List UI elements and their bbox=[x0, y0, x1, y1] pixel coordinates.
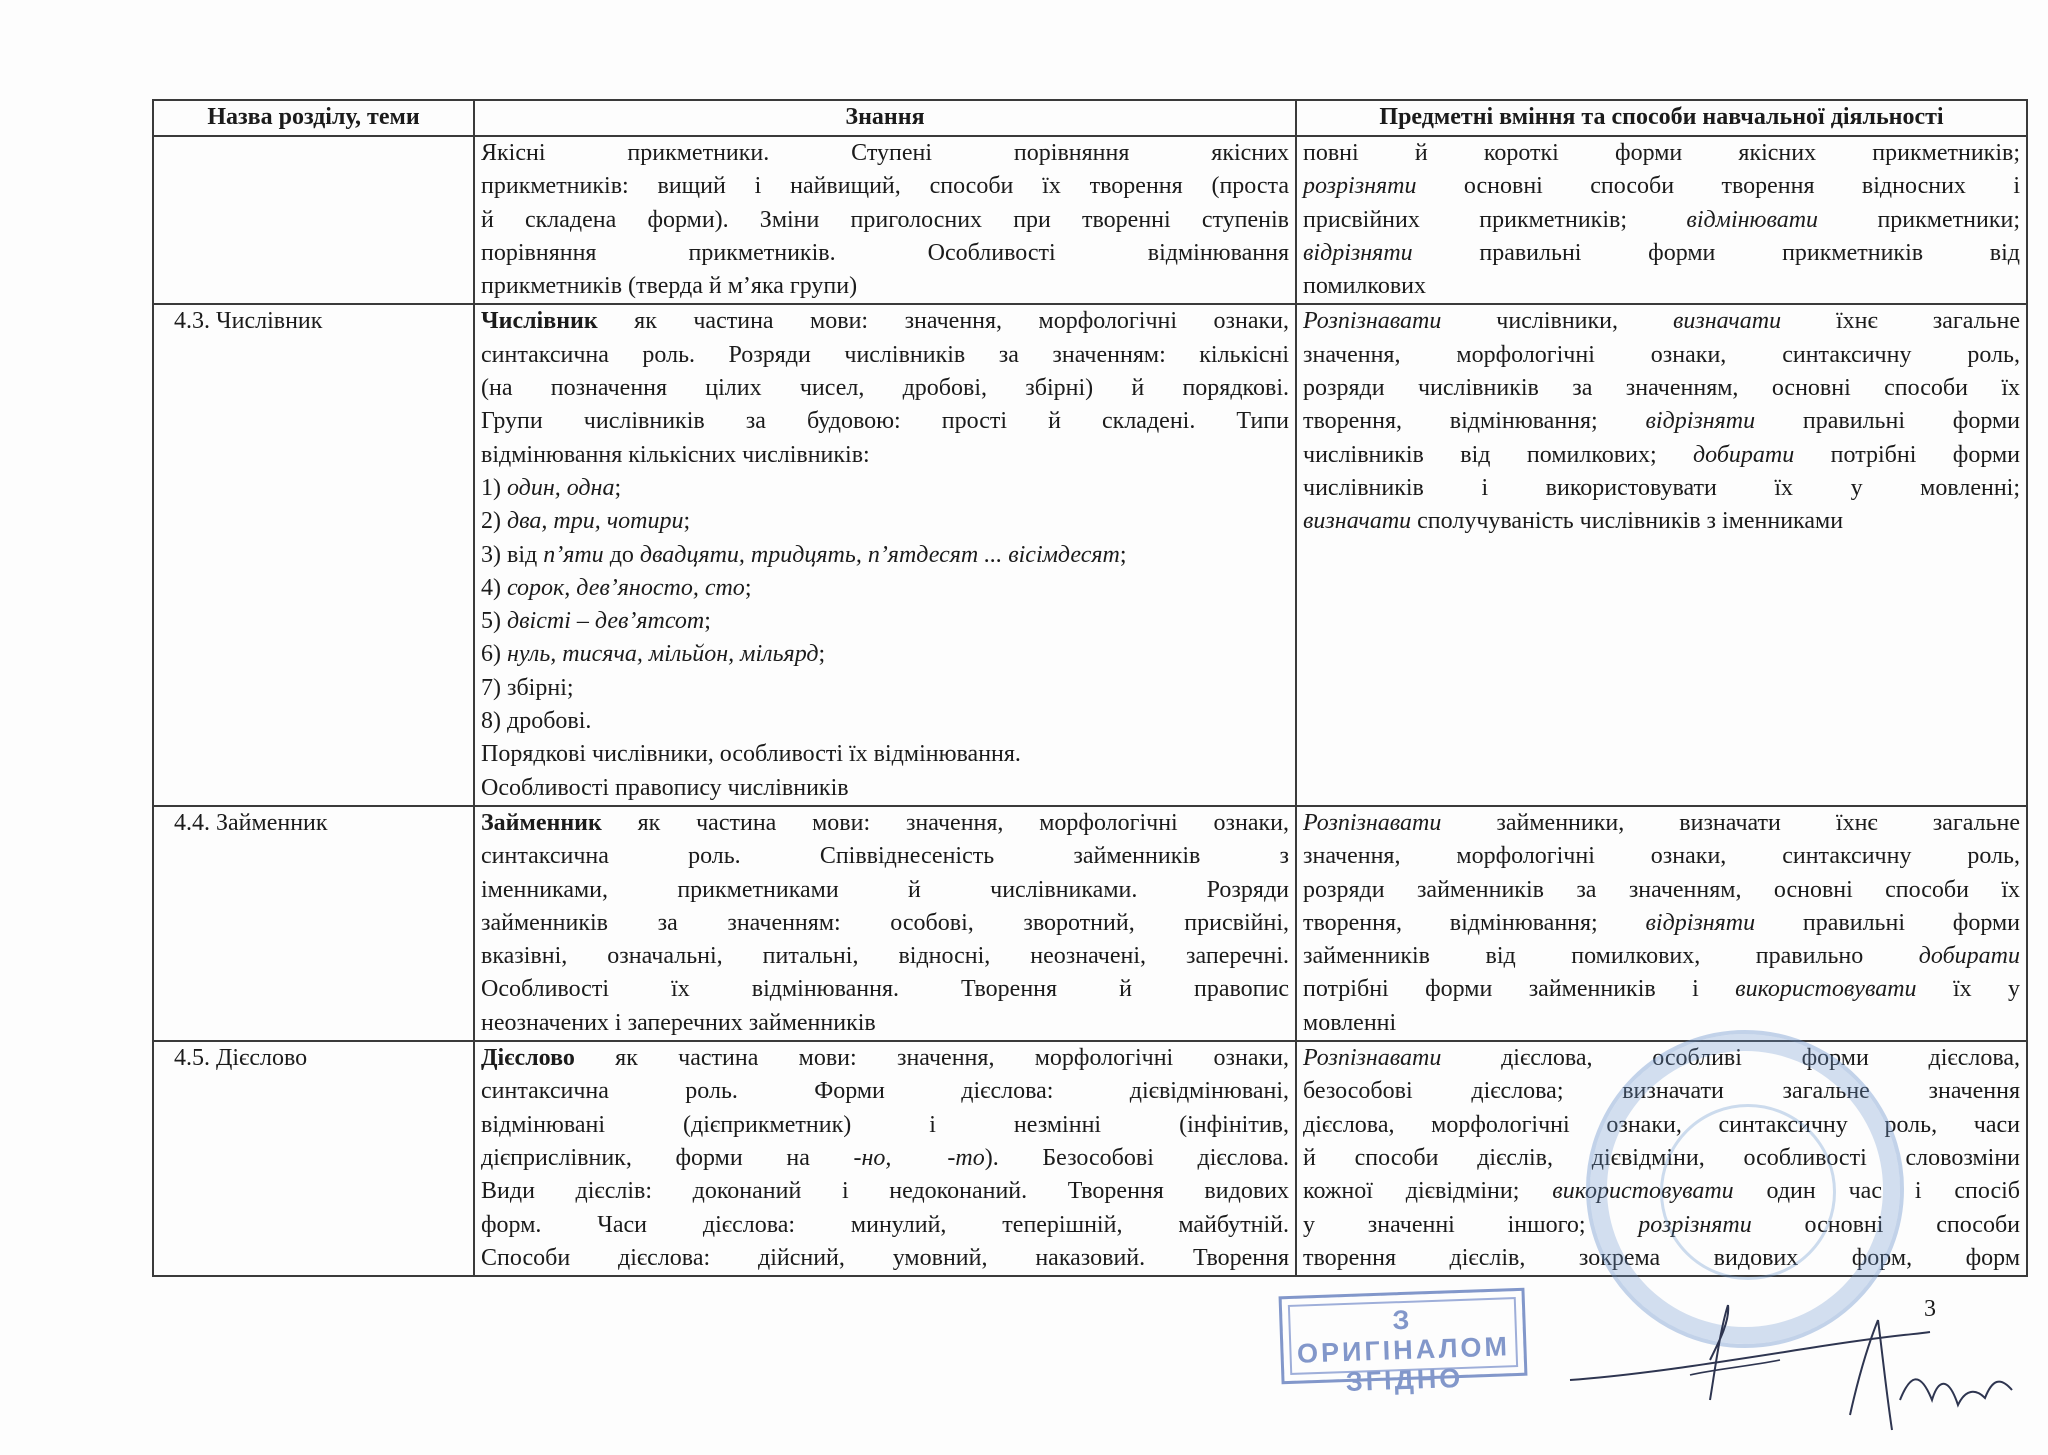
text-line: присвійних прикметників; відмінювати прикметники; bbox=[1303, 206, 2020, 233]
text-line: й складена форми). Зміни приголосних при творенні ступенів bbox=[481, 206, 1289, 233]
text-line: дієслова, морфологічні ознаки, синтаксичну роль, часи bbox=[1303, 1111, 2020, 1138]
list-item: 8) дробові. bbox=[481, 708, 592, 735]
text-line: й способи дієслів, дієвідміни, особливості словозміни bbox=[1303, 1144, 2020, 1171]
text-line: числівників і використовувати їх у мовленні; bbox=[1303, 474, 2020, 501]
text-line: (на позначення цілих чисел, дробові, збірні) й порядкові. bbox=[481, 375, 1289, 402]
text-line: значення, морфологічні ознаки, синтаксичну роль, bbox=[1303, 843, 2020, 870]
text-line: Способи дієслова: дійсний, умовний, наказовий. Творення bbox=[481, 1244, 1289, 1271]
list-item: 5) двісті – дев’ятсот; bbox=[481, 608, 711, 635]
stamp-line-1: З ОРИГІНАЛОМ bbox=[1296, 1304, 1511, 1369]
text-line: у значенні іншого; розрізняти основні способи bbox=[1303, 1211, 2020, 1238]
text-line: займенників за значенням: особові, зворотний, присвійні, bbox=[481, 909, 1289, 936]
skills-cell bbox=[1296, 136, 2027, 304]
text-line: творення, відмінювання; відрізняти правильні форми bbox=[1303, 909, 2021, 936]
text-line: Розпізнавати займенники, визначати їхнє загальне bbox=[1303, 809, 2020, 836]
topic-cell: 4.3. Числівник bbox=[153, 304, 474, 805]
list-item: 3) від п’яти до двадцяти, тридцять, п’ятдесят ... вісімдесят; bbox=[481, 541, 1127, 568]
text-line: помилкових bbox=[1303, 273, 1427, 300]
text-line: прикметників: вищий і найвищий, способи їх творення (проста bbox=[481, 173, 1289, 200]
topic-cell: 4.4. Займенник bbox=[153, 806, 474, 1041]
text-line: розрізняти основні способи творення відносних і bbox=[1303, 173, 2020, 200]
text-line: повні й короткі форми якісних прикметників; bbox=[1303, 140, 2020, 166]
text-line: форм. Часи дієслова: минулий, теперішній, майбутній. bbox=[481, 1211, 1289, 1238]
text-line: Розпізнавати дієслова, особливі форми дієслова, bbox=[1303, 1045, 2020, 1072]
text-line: Особливості правопису числівників bbox=[481, 774, 849, 801]
list-item: 6) нуль, тисяча, мільйон, мільярд; bbox=[481, 641, 826, 668]
signature-icon bbox=[1560, 1280, 2030, 1450]
skills-cell bbox=[1296, 304, 2027, 805]
text-line: Порядкові числівники, особливості їх відмінювання. bbox=[481, 741, 1021, 768]
text-line: визначати сполучуваність числівників з іменниками bbox=[1303, 508, 1844, 535]
text-line: розряди займенників за значенням, основні способи їх bbox=[1303, 876, 2020, 903]
skills-cell bbox=[1296, 806, 2027, 1041]
text-line: неозначених і заперечних займенників bbox=[481, 1009, 876, 1036]
text-line: кожної дієвідміни; використовувати один час і спосіб bbox=[1303, 1178, 2020, 1205]
text-line: Числівник як частина мови: значення, морфологічні ознаки, bbox=[481, 308, 1289, 335]
knowledge-cell bbox=[474, 304, 1296, 805]
list-item: 1) один, одна; bbox=[481, 474, 622, 501]
text-line: іменниками, прикметниками й числівниками. Розряди bbox=[481, 876, 1289, 903]
text-line: значення, морфологічні ознаки, синтаксичну роль, bbox=[1303, 341, 2020, 368]
text-line: порівняння прикметників. Особливості відмінювання bbox=[481, 239, 1289, 266]
text-line: Якісні прикметники. Ступені порівняння якісних bbox=[481, 140, 1289, 166]
text-line: потрібні форми займенників і використовувати їх у bbox=[1303, 976, 2021, 1003]
text-line: синтаксична роль. Співвіднесеність займенників з bbox=[481, 843, 1289, 870]
text-line: розряди числівників за значенням, основні способи їх bbox=[1303, 375, 2020, 402]
text-line: відмінювання кількісних числівників: bbox=[481, 441, 870, 468]
knowledge-cell bbox=[474, 806, 1296, 1041]
header-knowledge: Знання bbox=[474, 100, 1296, 136]
list-item: 2) два, три, чотири; bbox=[481, 508, 691, 535]
text-line: синтаксична роль. Форми дієслова: дієвідмінювані, bbox=[481, 1078, 1289, 1105]
topic-cell bbox=[153, 136, 474, 304]
text-line: займенників від помилкових, правильно добирати bbox=[1303, 943, 2020, 970]
text-line: синтаксична роль. Розряди числівників за значенням: кількісні bbox=[481, 341, 1289, 368]
table-row bbox=[153, 304, 2027, 805]
list-item: 4) сорок, дев’яносто, сто; bbox=[481, 574, 752, 601]
table-row bbox=[153, 136, 2027, 304]
text-line: дієприслівник, форми на -но, -то). Безособові дієслова. bbox=[481, 1144, 1289, 1171]
seal-inner-ring bbox=[1660, 1104, 1836, 1280]
table-header-row bbox=[153, 100, 2027, 136]
list-item: 7) збірні; bbox=[481, 674, 574, 701]
page-number: 3 bbox=[1924, 1296, 1936, 1322]
text-line: творення дієслів, зокрема видових форм, форм bbox=[1303, 1244, 2020, 1271]
table-row bbox=[153, 806, 2027, 1041]
header-topic: Назва розділу, теми bbox=[153, 100, 474, 136]
text-line: прикметників (тверда й м’яка групи) bbox=[481, 273, 858, 300]
text-line: безособові дієслова; визначати загальне значення bbox=[1303, 1078, 2020, 1105]
text-line: Особливості їх відмінювання. Творення й правопис bbox=[481, 976, 1289, 1003]
text-line: відрізняти правильні форми прикметників від bbox=[1303, 239, 2020, 266]
text-line: мовленні bbox=[1303, 1009, 1397, 1036]
text-line: Розпізнавати числівники, визначати їхнє загальне bbox=[1303, 308, 2020, 335]
knowledge-cell bbox=[474, 1041, 1296, 1276]
topic-cell: 4.5. Дієслово bbox=[153, 1041, 474, 1276]
text-line: Види дієслів: доконаний і недоконаний. Творення видових bbox=[481, 1178, 1289, 1205]
text-line: творення, відмінювання; відрізняти правильні форми bbox=[1303, 408, 2021, 435]
text-line: Дієслово як частина мови: значення, морфологічні ознаки, bbox=[481, 1045, 1289, 1072]
text-line: відмінювані (дієприкметник) і незмінні (інфінітив, bbox=[481, 1111, 1289, 1138]
knowledge-cell bbox=[474, 136, 1296, 304]
text-line: Групи числівників за будовою: прості й складені. Типи bbox=[481, 408, 1289, 435]
text-line: Займенник як частина мови: значення, морфологічні ознаки, bbox=[481, 809, 1289, 836]
certified-copy-stamp bbox=[1279, 1288, 1528, 1398]
header-skills: Предметні вміння та способи навчальної діяльності bbox=[1296, 100, 2027, 136]
text-line: числівників від помилкових; добирати потрібні форми bbox=[1303, 441, 2021, 468]
text-line: вказівні, означальні, питальні, відносні, неозначені, заперечні. bbox=[481, 943, 1289, 970]
stamp-line-2: ЗГІДНО bbox=[1345, 1362, 1464, 1398]
